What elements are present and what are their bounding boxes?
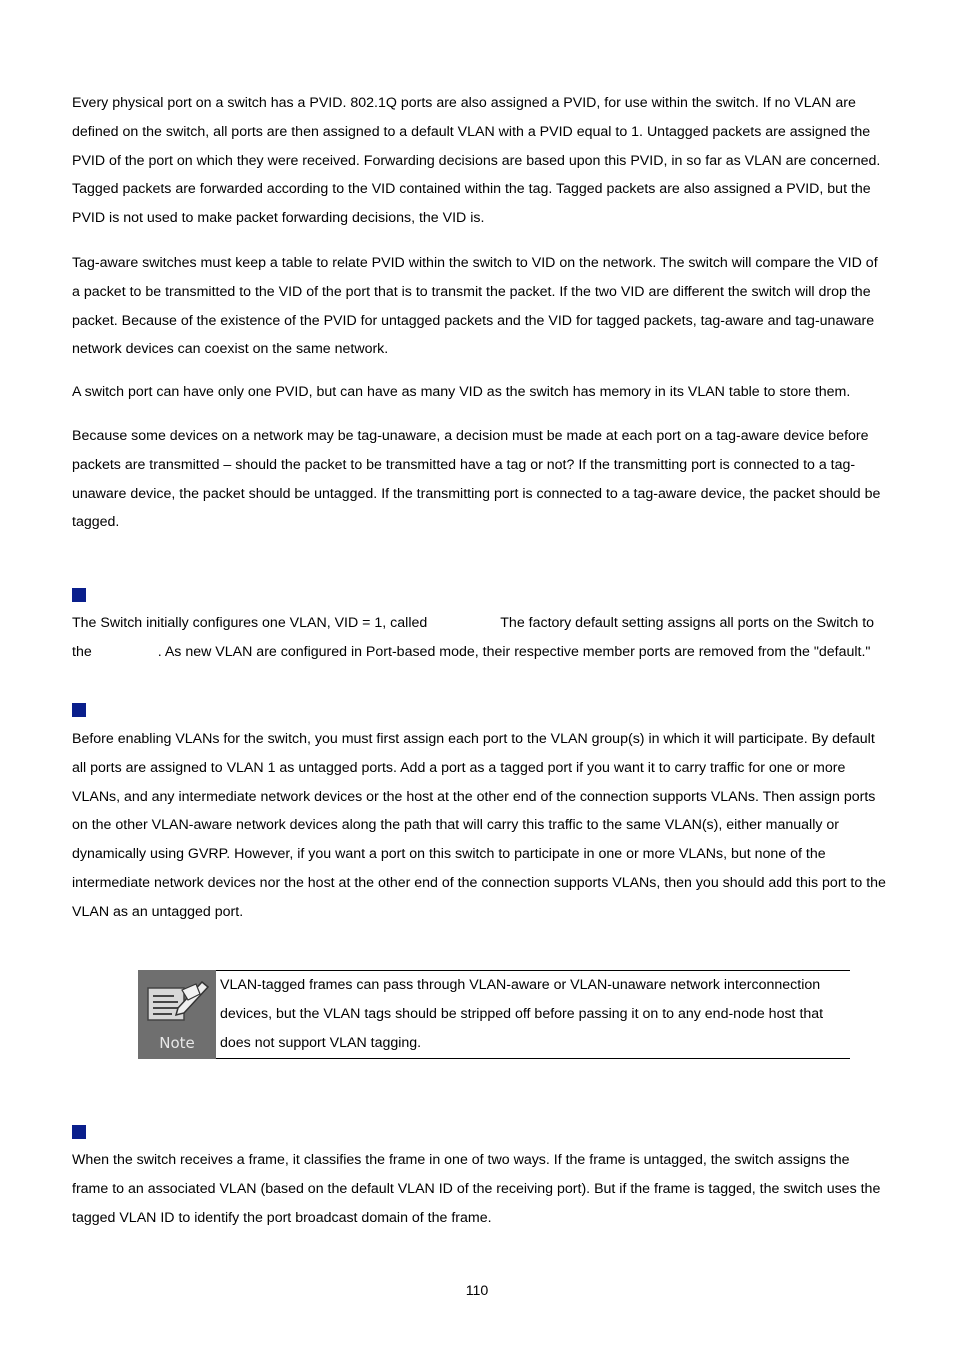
page-number: 110 — [465, 1283, 489, 1299]
note-text: VLAN-tagged frames can pass through VLAN-aware or VLAN-unaware network interconnection devices, but the VLAN tags should be stripped off before passing it on to any end-node host that does not support VLAN tagging. — [220, 977, 824, 1051]
section-bullet-default-vlan — [72, 588, 86, 602]
paragraph-assigning-ports: Before enabling VLANs for the switch, you must first assign each port to the VLAN group(s) in which it will participate. By default all ports are assigned to VLAN 1 as untagged ports. Add a port as a tagged port if you want it to carry traffic for one or more VLANs, and any intermediate network devices or the host at the other end of the connection supports VLANs. Then assign ports on the other VLAN-aware network devices along the path that will carry this traffic to the same VLAN(s), either manually or dynamically using GVRP. However, if you want a port on this switch to participate in one or more VLANs, but none of the intermediate network devices nor the host at the other end of the connection supports VLANs, then you should add this port to the VLAN as an untagged port. — [72, 731, 886, 920]
paragraph-port-pvid: A switch port can have only one PVID, but can have as many VID as the switch has memory in its VLAN table to store them. — [72, 384, 851, 400]
default-vlan-text-b: The factory default setting assigns all ports on the Switch to the — [72, 615, 875, 660]
paragraph-tag-aware: Tag-aware switches must keep a table to relate PVID within the switch to VID on the network. The switch will compare the VID of a packet to be transmitted to the VID of the port that is to transmit the packet. If the two VID are different the switch will drop the packet. Because of the existence of the PVID for untagged packets and the VID for tagged packets, tag-aware and tag-unaware network devices can coexist on the same network. — [72, 255, 878, 358]
paragraph-pvid: Every physical port on a switch has a PVID. 802.1Q ports are also assigned a PVID, for use within the switch. If no VLAN are defined on the switch, all ports are then assigned to a default VLAN with a PVID equal to 1. Untagged packets are assigned the PVID of the port on which they were received. Forwarding decisions are based upon this PVID, in so far as VLAN are concerned. Tagged packets are forwarded according to the VID contained within the tag. Tagged packets are also assigned a PVID, but the PVID is not used to make packet forwarding decisions, the VID is. — [72, 95, 881, 227]
paragraph-classification: When the switch receives a frame, it classifies the frame in one of two ways. If the frame is untagged, the switch assigns the frame to an associated VLAN (based on the default VLAN ID of the receiving port). But if the frame is tagged, the switch uses the tagged VLAN ID to identify the port broadcast domain of the frame. — [72, 1152, 881, 1226]
note-bottom-rule — [216, 1058, 850, 1059]
note-icon — [138, 970, 216, 1059]
default-vlan-text-a: The Switch initially configures one VLAN, VID = 1, called — [72, 615, 428, 631]
note-box — [138, 970, 850, 1059]
paragraph-tag-decision: Because some devices on a network may be tag-unaware, a decision must be made at each port on a tag-aware device before packets are transmitted – should the packet to be transmitted have a tag or not? If the transmitting port is connected to a tag-unaware device, the packet should be untagged. If the transmitting port is connected to a tag-aware device, the packet should be tagged. — [72, 428, 881, 531]
section-bullet-assigning-ports — [72, 703, 86, 717]
note-icon-label: Note — [159, 1034, 195, 1052]
paragraph-default-vlan — [72, 609, 888, 667]
section-bullet-classification — [72, 1125, 86, 1139]
default-vlan-text-c: . As new VLAN are configured in Port-based mode, their respective member ports are removed from the "default." — [157, 643, 871, 660]
